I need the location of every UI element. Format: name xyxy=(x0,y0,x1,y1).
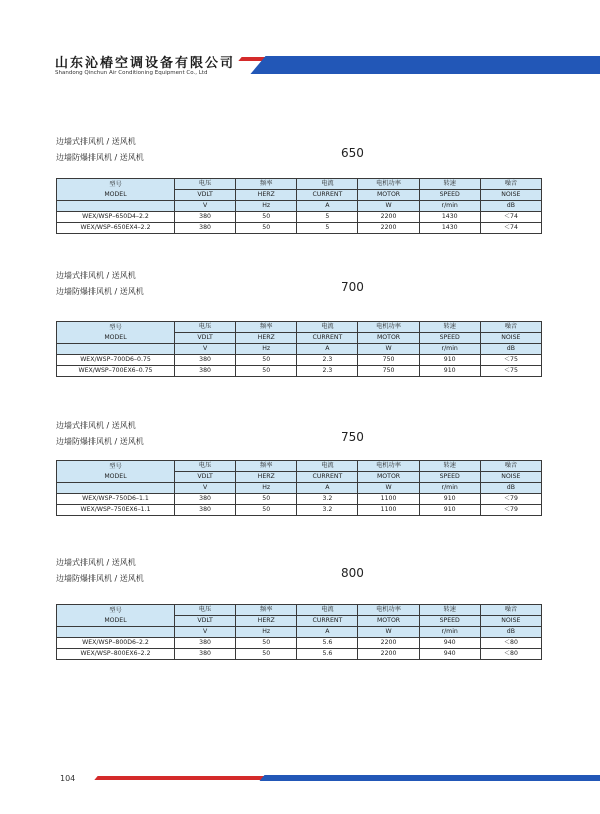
column-unit: W xyxy=(358,483,419,494)
unit-row-blank xyxy=(57,483,175,494)
value-cell: 3.2 xyxy=(297,505,358,516)
column-header-en: VDLT xyxy=(175,190,236,201)
column-header-en: MOTOR xyxy=(358,472,419,483)
column-header-en: CURRENT xyxy=(297,333,358,344)
value-cell: 940 xyxy=(419,638,480,649)
model-header-cell xyxy=(57,605,175,627)
section-title-explosion-proof-fan: 边墙防爆排风机 / 送风机 xyxy=(56,153,144,162)
column-unit: V xyxy=(175,483,236,494)
column-header-en: NOISE xyxy=(480,190,541,201)
column-header-en: VDLT xyxy=(175,333,236,344)
column-header-cn: 电机功率 xyxy=(358,322,419,333)
column-unit: Hz xyxy=(236,483,297,494)
model-cell: WEX/WSP–800EX6–2.2 xyxy=(57,649,175,660)
column-header-en: CURRENT xyxy=(297,616,358,627)
model-header-en: MODEL xyxy=(104,472,127,480)
column-header-en: MOTOR xyxy=(358,616,419,627)
column-header-cn: 电流 xyxy=(297,461,358,472)
column-unit: V xyxy=(175,201,236,212)
column-header-en: HERZ xyxy=(236,616,297,627)
value-cell: 5.6 xyxy=(297,638,358,649)
value-cell: ＜75 xyxy=(480,366,541,377)
section-title-wall-fan: 边墙式排风机 / 送风机 xyxy=(56,137,136,146)
model-cell: WEX/WSP–650D4–2.2 xyxy=(57,212,175,223)
section-title-explosion-proof-fan: 边墙防爆排风机 / 送风机 xyxy=(56,287,144,296)
value-cell: 910 xyxy=(419,505,480,516)
column-header-en: SPEED xyxy=(419,190,480,201)
column-unit: dB xyxy=(480,627,541,638)
column-header-cn: 频率 xyxy=(236,322,297,333)
model-cell: WEX/WSP–750EX6–1.1 xyxy=(57,505,175,516)
value-cell: 750 xyxy=(358,355,419,366)
column-unit: V xyxy=(175,344,236,355)
footer-red-stripe xyxy=(94,776,267,780)
model-cell: WEX/WSP–750D6–1.1 xyxy=(57,494,175,505)
value-cell: 1430 xyxy=(419,223,480,234)
value-cell: 380 xyxy=(175,355,236,366)
column-header-cn: 电压 xyxy=(175,179,236,190)
spec-table xyxy=(56,321,542,377)
table-row xyxy=(57,505,542,516)
column-header-cn: 转速 xyxy=(419,322,480,333)
column-unit: A xyxy=(297,201,358,212)
section-size: 700 xyxy=(341,280,364,294)
column-unit: V xyxy=(175,627,236,638)
value-cell: 5.6 xyxy=(297,649,358,660)
column-unit: A xyxy=(297,483,358,494)
table-row xyxy=(57,223,542,234)
model-header-cell xyxy=(57,322,175,344)
value-cell: 5 xyxy=(297,223,358,234)
column-header-en: NOISE xyxy=(480,472,541,483)
value-cell: 50 xyxy=(236,212,297,223)
value-cell: 2.3 xyxy=(297,355,358,366)
column-header-en: SPEED xyxy=(419,472,480,483)
column-header-en: NOISE xyxy=(480,616,541,627)
value-cell: 380 xyxy=(175,223,236,234)
model-cell: WEX/WSP–700D6–0.75 xyxy=(57,355,175,366)
column-header-en: VDLT xyxy=(175,472,236,483)
model-header-en: MODEL xyxy=(104,333,127,341)
column-header-cn: 电流 xyxy=(297,179,358,190)
value-cell: 2200 xyxy=(358,212,419,223)
spec-table xyxy=(56,604,542,660)
table-row xyxy=(57,494,542,505)
table-row xyxy=(57,638,542,649)
model-header-en: MODEL xyxy=(104,190,127,198)
value-cell: 50 xyxy=(236,223,297,234)
column-header-cn: 电机功率 xyxy=(358,605,419,616)
unit-row-blank xyxy=(57,201,175,212)
value-cell: 1100 xyxy=(358,505,419,516)
column-header-cn: 电流 xyxy=(297,322,358,333)
value-cell: 5 xyxy=(297,212,358,223)
column-header-en: HERZ xyxy=(236,333,297,344)
value-cell: 50 xyxy=(236,649,297,660)
value-cell: 910 xyxy=(419,355,480,366)
section-title-wall-fan: 边墙式排风机 / 送风机 xyxy=(56,421,136,430)
value-cell: 50 xyxy=(236,366,297,377)
column-header-cn: 噪音 xyxy=(480,179,541,190)
column-header-en: HERZ xyxy=(236,472,297,483)
value-cell: 910 xyxy=(419,366,480,377)
column-header-cn: 噪音 xyxy=(480,461,541,472)
section-size: 800 xyxy=(341,566,364,580)
column-header-cn: 电压 xyxy=(175,605,236,616)
model-header-cn: 型号 xyxy=(109,462,122,470)
table-row xyxy=(57,649,542,660)
column-header-cn: 噪音 xyxy=(480,605,541,616)
column-unit: Hz xyxy=(236,201,297,212)
value-cell: 750 xyxy=(358,366,419,377)
value-cell: 2200 xyxy=(358,649,419,660)
value-cell: 380 xyxy=(175,494,236,505)
value-cell: ＜79 xyxy=(480,505,541,516)
value-cell: 1430 xyxy=(419,212,480,223)
model-cell: WEX/WSP–700EX6–0.75 xyxy=(57,366,175,377)
column-unit: W xyxy=(358,344,419,355)
value-cell: 2200 xyxy=(358,223,419,234)
column-header-en: VDLT xyxy=(175,616,236,627)
value-cell: ＜80 xyxy=(480,638,541,649)
value-cell: 3.2 xyxy=(297,494,358,505)
column-unit: r/min xyxy=(419,483,480,494)
section-title-wall-fan: 边墙式排风机 / 送风机 xyxy=(56,271,136,280)
unit-row-blank xyxy=(57,344,175,355)
column-unit: r/min xyxy=(419,627,480,638)
value-cell: 1100 xyxy=(358,494,419,505)
spec-table xyxy=(56,460,542,516)
column-header-en: SPEED xyxy=(419,333,480,344)
model-cell: WEX/WSP–650EX4–2.2 xyxy=(57,223,175,234)
section-title-explosion-proof-fan: 边墙防爆排风机 / 送风机 xyxy=(56,437,144,446)
value-cell: 380 xyxy=(175,505,236,516)
column-header-cn: 转速 xyxy=(419,179,480,190)
value-cell: ＜74 xyxy=(480,223,541,234)
footer-blue-stripe xyxy=(259,775,600,781)
column-header-en: HERZ xyxy=(236,190,297,201)
column-unit: W xyxy=(358,627,419,638)
value-cell: 910 xyxy=(419,494,480,505)
unit-row-blank xyxy=(57,627,175,638)
company-name-en: Shandong Qinchun Air Conditioning Equipment Co., Ltd xyxy=(55,70,208,76)
column-header-cn: 转速 xyxy=(419,461,480,472)
model-header-cn: 型号 xyxy=(109,180,122,188)
value-cell: ＜75 xyxy=(480,355,541,366)
column-unit: dB xyxy=(480,201,541,212)
model-header-en: MODEL xyxy=(104,616,127,624)
section-title-explosion-proof-fan: 边墙防爆排风机 / 送风机 xyxy=(56,574,144,583)
value-cell: 380 xyxy=(175,649,236,660)
column-unit: Hz xyxy=(236,344,297,355)
model-header-cn: 型号 xyxy=(109,606,122,614)
table-row xyxy=(57,355,542,366)
column-header-cn: 转速 xyxy=(419,605,480,616)
model-header-cell xyxy=(57,461,175,483)
section-size: 750 xyxy=(341,430,364,444)
column-header-cn: 电机功率 xyxy=(358,179,419,190)
header-blue-band xyxy=(250,56,600,74)
column-unit: A xyxy=(297,344,358,355)
column-header-cn: 频率 xyxy=(236,605,297,616)
value-cell: 50 xyxy=(236,638,297,649)
table-row xyxy=(57,212,542,223)
column-header-cn: 频率 xyxy=(236,179,297,190)
column-unit: Hz xyxy=(236,627,297,638)
column-header-en: MOTOR xyxy=(358,190,419,201)
column-header-cn: 电压 xyxy=(175,461,236,472)
column-header-cn: 电压 xyxy=(175,322,236,333)
column-unit: W xyxy=(358,201,419,212)
table-row xyxy=(57,366,542,377)
value-cell: 50 xyxy=(236,505,297,516)
value-cell: 50 xyxy=(236,494,297,505)
column-header-cn: 噪音 xyxy=(480,322,541,333)
value-cell: ＜80 xyxy=(480,649,541,660)
column-header-cn: 频率 xyxy=(236,461,297,472)
value-cell: 380 xyxy=(175,366,236,377)
model-cell: WEX/WSP–800D6–2.2 xyxy=(57,638,175,649)
column-header-en: CURRENT xyxy=(297,472,358,483)
column-unit: A xyxy=(297,627,358,638)
value-cell: ＜79 xyxy=(480,494,541,505)
company-name-cn: 山东沁椿空调设备有限公司 xyxy=(55,56,236,71)
value-cell: 2200 xyxy=(358,638,419,649)
page-number: 104 xyxy=(60,774,76,783)
value-cell: ＜74 xyxy=(480,212,541,223)
column-header-en: NOISE xyxy=(480,333,541,344)
section-title-wall-fan: 边墙式排风机 / 送风机 xyxy=(56,558,136,567)
column-header-en: SPEED xyxy=(419,616,480,627)
column-unit: r/min xyxy=(419,201,480,212)
value-cell: 940 xyxy=(419,649,480,660)
model-header-cell xyxy=(57,179,175,201)
section-size: 650 xyxy=(341,146,364,160)
column-header-en: MOTOR xyxy=(358,333,419,344)
model-header-cn: 型号 xyxy=(109,323,122,331)
value-cell: 50 xyxy=(236,355,297,366)
column-unit: r/min xyxy=(419,344,480,355)
column-unit: dB xyxy=(480,483,541,494)
column-header-en: CURRENT xyxy=(297,190,358,201)
value-cell: 2.3 xyxy=(297,366,358,377)
column-header-cn: 电机功率 xyxy=(358,461,419,472)
spec-table xyxy=(56,178,542,234)
value-cell: 380 xyxy=(175,212,236,223)
column-header-cn: 电流 xyxy=(297,605,358,616)
value-cell: 380 xyxy=(175,638,236,649)
column-unit: dB xyxy=(480,344,541,355)
